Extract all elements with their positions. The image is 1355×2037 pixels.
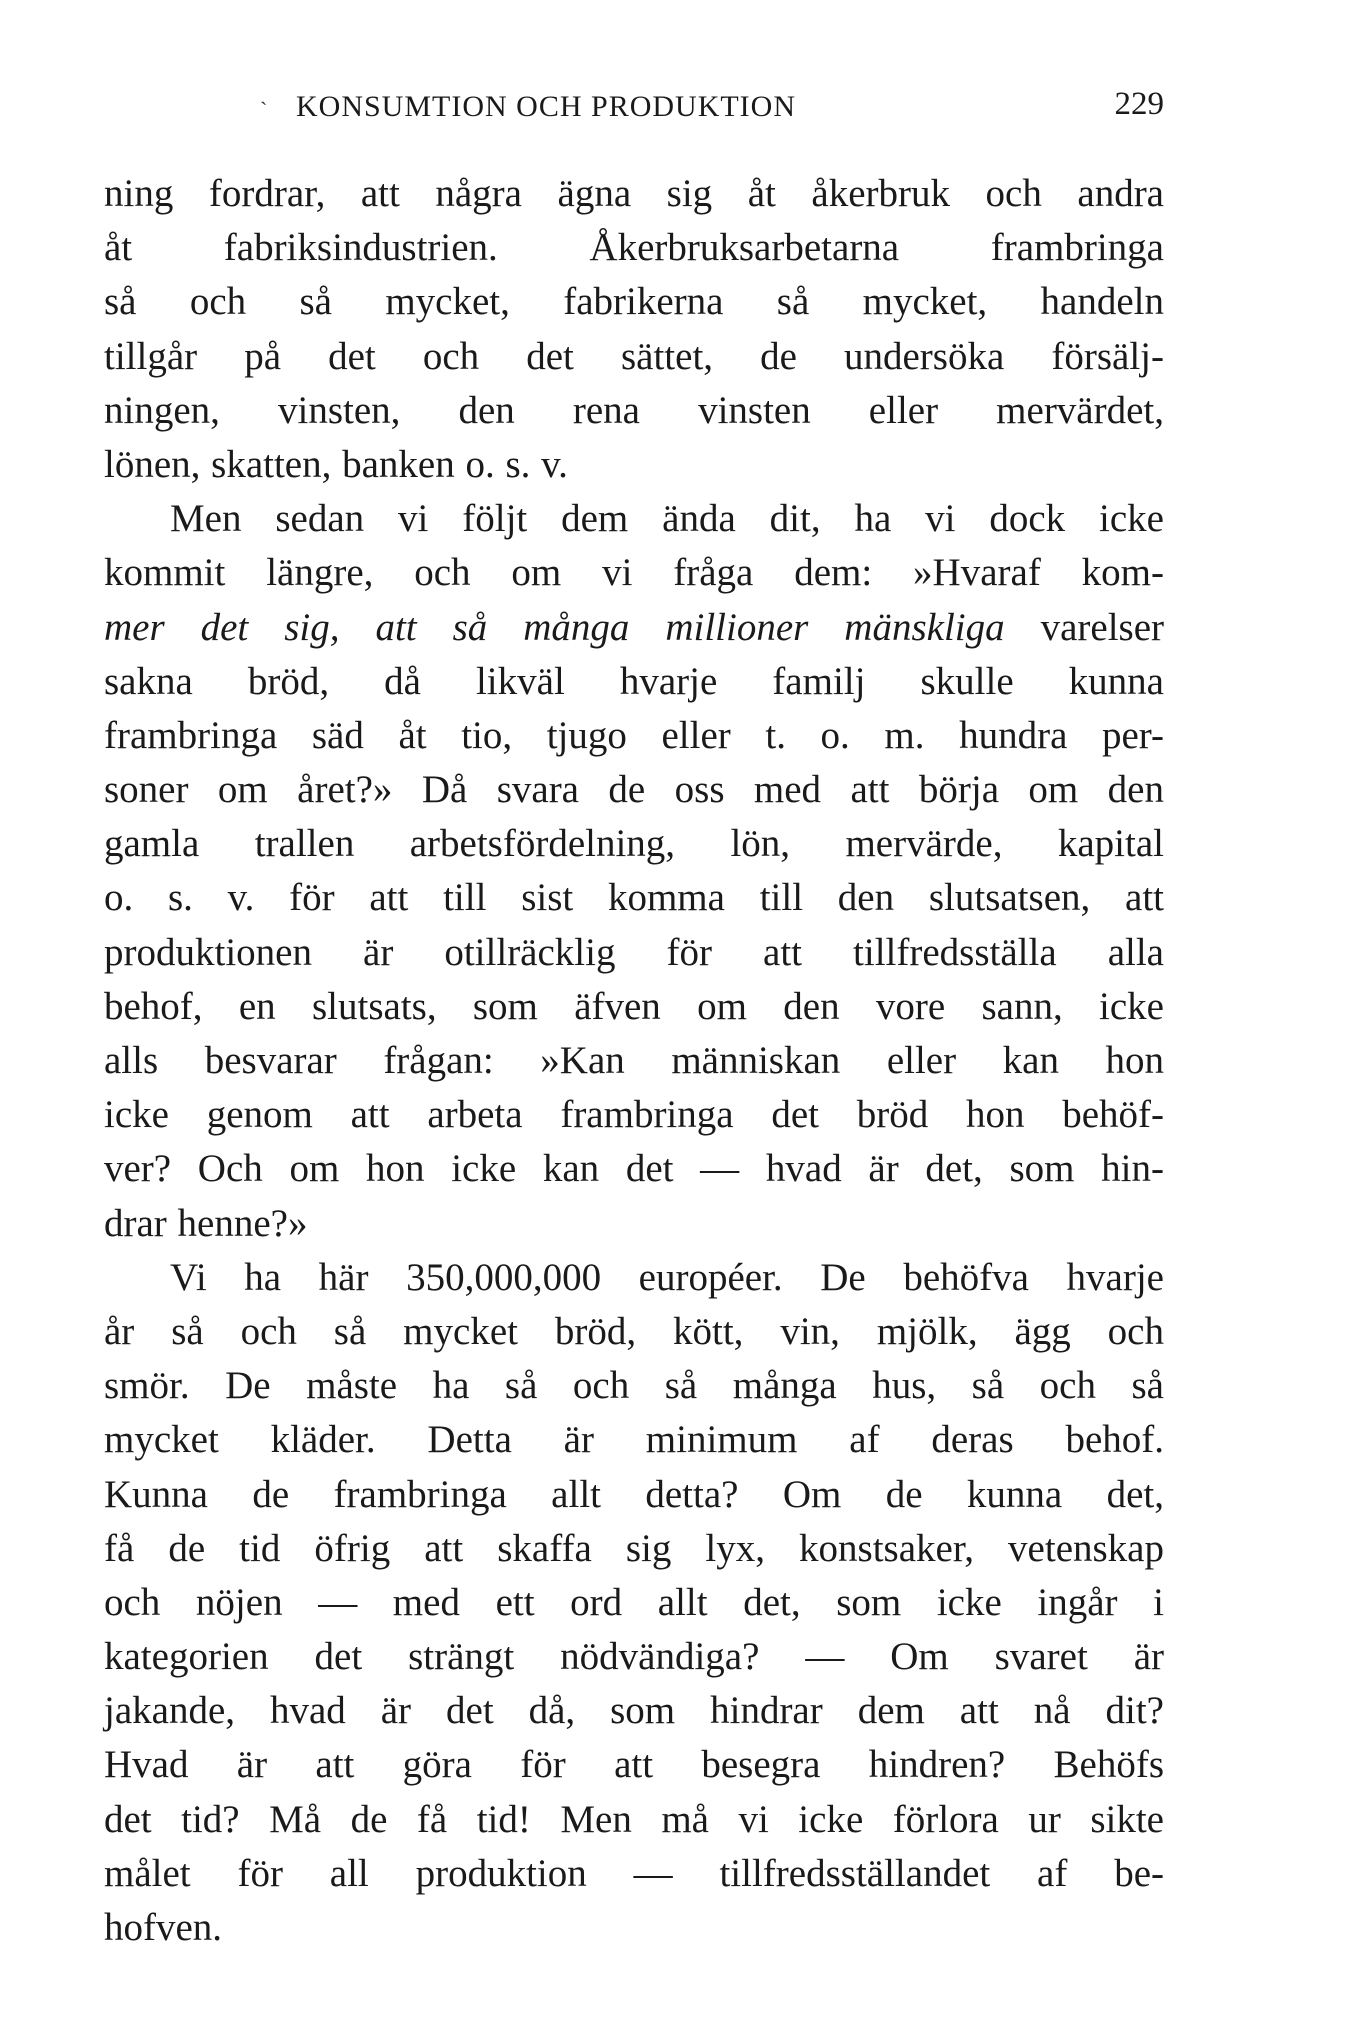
text-line-italic <box>104 601 1164 655</box>
text-line: soner om året?» Då svara de oss med att börja om den <box>104 768 1164 812</box>
text-line: och nöjen — med ett ord allt det, som icke ingår i <box>104 1580 1164 1624</box>
text-line: smör. De måste ha så och så många hus, så och så <box>104 1364 1164 1408</box>
text-line: drar henne?» <box>104 1201 308 1245</box>
text-line: det tid? Må de få tid! Men må vi icke förlora ur sikte <box>104 1797 1164 1841</box>
text-line: sakna bröd, då likväl hvarje familj skulle kunna <box>104 659 1164 703</box>
text-line: Men sedan vi följt dem ända dit, ha vi dock icke <box>170 497 1164 541</box>
text-line: Hvad är att göra för att besegra hindren? Behöfs <box>104 1743 1164 1787</box>
text-line: så och så mycket, fabrikerna så mycket, handeln <box>104 280 1164 324</box>
text-line: ningen, vinsten, den rena vinsten eller mervärdet, <box>104 388 1164 432</box>
text-line: behof, en slutsats, som äfven om den vore sann, icke <box>104 984 1164 1028</box>
text-line: år så och så mycket bröd, kött, vin, mjölk, ägg och <box>104 1309 1164 1353</box>
text-line: jakande, hvad är det då, som hindrar dem att nå dit? <box>104 1689 1164 1733</box>
text-line: lönen, skatten, banken o. s. v. <box>104 442 568 486</box>
text-line: få de tid öfrig att skaffa sig lyx, konstsaker, vetenskap <box>104 1526 1164 1570</box>
text-line: alls besvarar frågan: »Kan människan eller kan hon <box>104 1039 1164 1082</box>
body-text <box>104 167 1164 1955</box>
text-line: målet för all produktion — tillfredsställandet af be- <box>104 1851 1164 1895</box>
text-line: frambringa säd åt tio, tjugo eller t. o. m. hundra per- <box>104 713 1164 757</box>
text-line: ver? Och om hon icke kan det — hvad är det, som hin- <box>104 1147 1164 1191</box>
text-line: o. s. v. för att till sist komma till den slutsatsen, att <box>104 876 1164 920</box>
roman-text: varelser <box>1004 605 1165 649</box>
text-line: åt fabriksindustrien. Åkerbruksarbetarna frambringa <box>104 226 1164 270</box>
text-line: icke genom att arbeta frambringa det bröd hon behöf- <box>104 1093 1164 1137</box>
text-line: gamla trallen arbetsfördelning, lön, mervärde, kapital <box>104 822 1164 866</box>
running-title: KONSUMTION OCH PRODUKTION <box>296 90 797 123</box>
header-mark: ˎ <box>260 81 268 106</box>
page-header <box>104 82 1164 132</box>
text-line: mycket kläder. Detta är minimum af deras behof. <box>104 1418 1164 1462</box>
text-line: hofven. <box>104 1906 223 1949</box>
text-line: Vi ha här 350,000,000 européer. De behöfva hvarje <box>170 1255 1164 1299</box>
text-line: ning fordrar, att några ägna sig åt åkerbruk och andra <box>104 172 1164 215</box>
text-line: tillgår på det och det sättet, de undersöka försälj- <box>104 334 1164 378</box>
text-line: kategorien det strängt nödvändiga? — Om svaret är <box>104 1635 1164 1679</box>
page-number: 229 <box>1114 86 1164 122</box>
text-line: Kunna de frambringa allt detta? Om de kunna det, <box>104 1472 1164 1516</box>
text-line: kommit längre, och om vi fråga dem: »Hvaraf kom- <box>104 551 1164 595</box>
italic-text: mer det sig, att så många millioner mänskliga <box>104 605 1005 649</box>
text-line: produktionen är otillräcklig för att tillfredsställa alla <box>104 930 1164 974</box>
